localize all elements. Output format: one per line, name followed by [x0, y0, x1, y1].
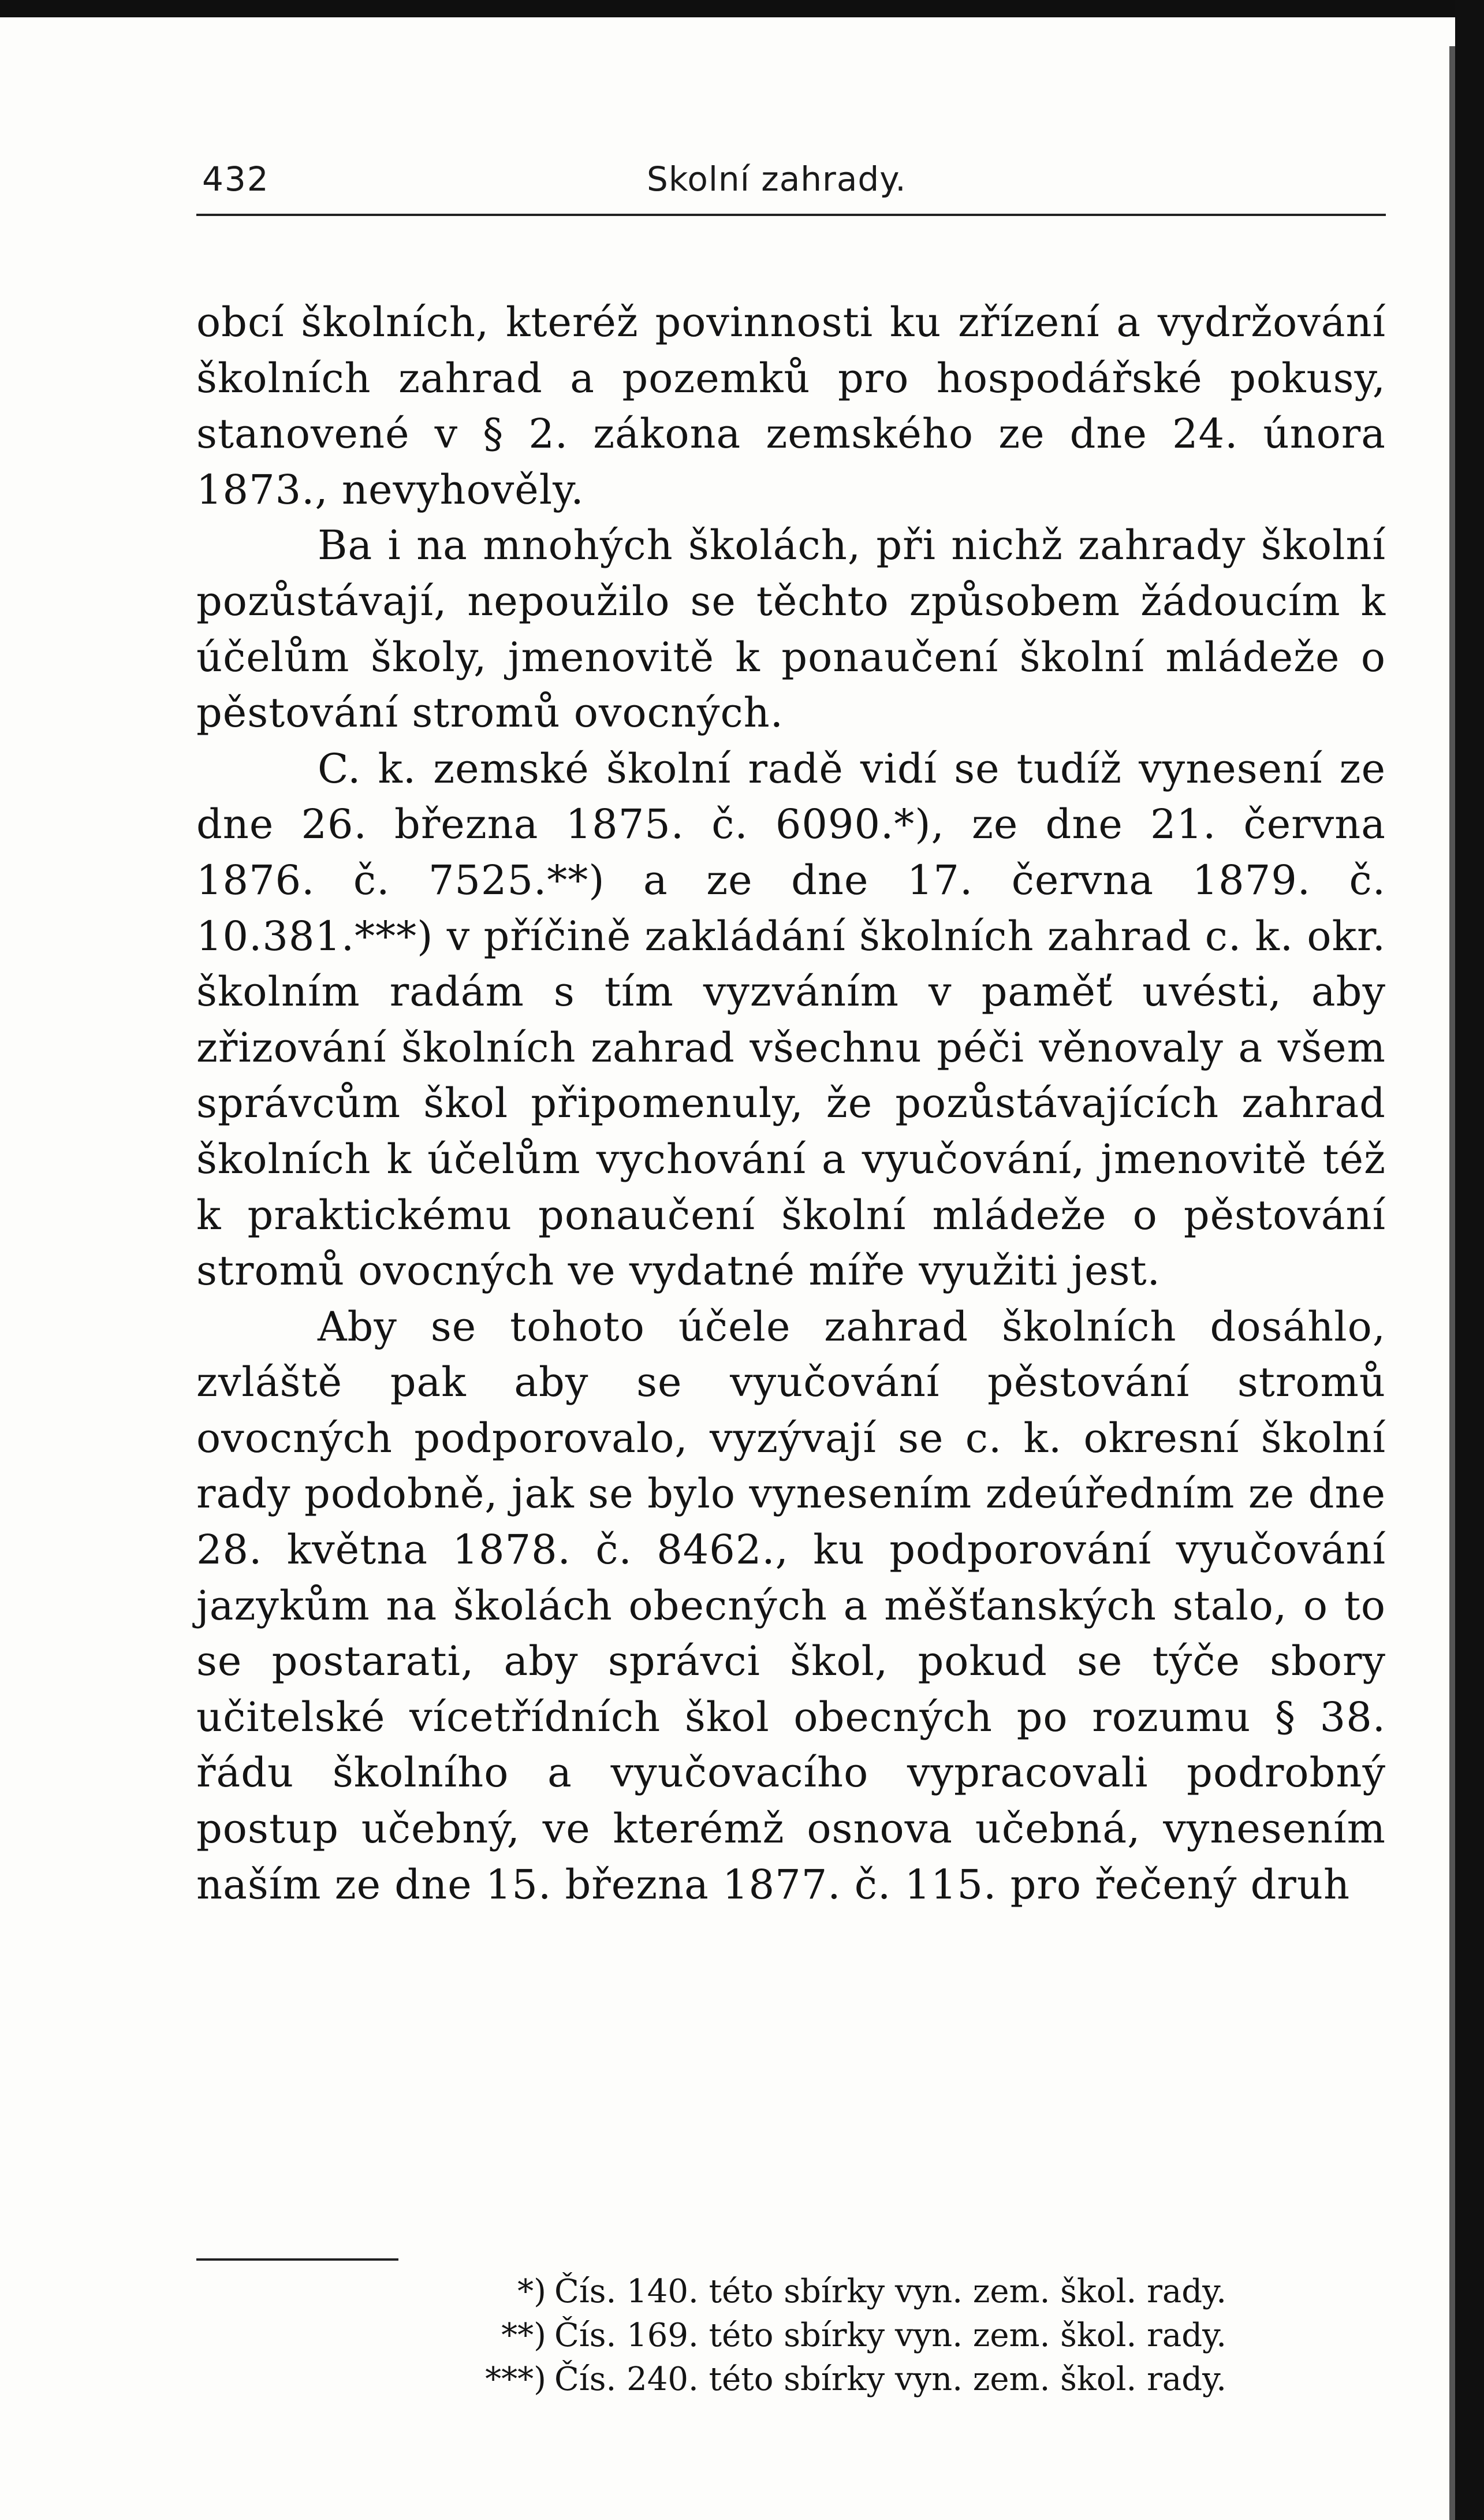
paragraph: Ba i na mnohých školách, při nichž zahrady školní pozůstávají, nepoužilo se těchto způsobem žádoucím k účelům školy, jmenovitě k ponaučení školní mládeže o pěstování stromů ovocných. [196, 522, 1386, 737]
page-content [196, 156, 1386, 2398]
running-title: Skolní zahrady. [647, 159, 907, 199]
footnote [196, 2358, 1386, 2402]
paragraph: Aby se tohoto účele zahrad školních dosáhlo, zvláště pak aby se vyučování pěstování stromů ovocných podporovalo, vyzývají se c. k. okresní školní rady podobně, jak se bylo vynesením zdeúředním ze dne 28. května 1878. č. 8462., ku podporování vyučování jazykům na školách obecných a měšťanských stalo, o to se postarati, aby správci škol, pokud se týče sbory učitelské vícetřídních škol obecných po rozumu § 38. řádu školního a vyučovacího vypracovali podrobný postup učebný, ve kterémž osnova učebná, vynesením naším ze dne 15. března 1877. č. 115. pro řečený druh [196, 1302, 1386, 1908]
footnote-mark: ***) [485, 2361, 546, 2398]
footnote-text: Čís. 240. této sbírky vyn. zem. škol. rady. [554, 2361, 1227, 2398]
footnote-text: Čís. 169. této sbírky vyn. zem. škol. rady. [554, 2317, 1227, 2354]
header-rule [196, 214, 1386, 216]
footnote-mark: *) [517, 2273, 546, 2310]
running-head [196, 156, 1386, 202]
footnote-rule [196, 2258, 398, 2261]
page-number: 432 [202, 159, 270, 199]
paragraph-continued: obcí školních, kteréž povinnosti ku zřízení a vydržování školních zahrad a pozemků pro hospodářské pokusy, stanovené v § 2. zákona zemského ze dne 24. února 1873., nevyhověly. [196, 299, 1386, 513]
footnote [196, 2270, 1386, 2314]
body-text [196, 295, 1386, 1912]
footnote-text: Čís. 140. této sbírky vyn. zem. škol. rady. [554, 2273, 1227, 2310]
footnote-mark: **) [501, 2317, 546, 2354]
scan-edge-shadow [1449, 46, 1455, 2520]
paragraph: C. k. zemské školní radě vidí se tudíž vynesení ze dne 26. března 1875. č. 6090.*), ze dne 21. června 1876. č. 7525.**) a ze dne 17. června 1879. č. 10.381.***) v příčině zakládání školních zahrad c. k. okr. školním radám s tím vyzváním v paměť uvésti, aby zřizování školních zahrad všechnu péči věnovaly a všem správcům škol připomenuly, že pozůstávajících zahrad školních k účelům vychování a vyučování, jmenovitě též k praktickému ponaučení školní mládeže o pěstování stromů ovocných ve vydatné míře využiti jest. [196, 745, 1386, 1295]
scan-edge-top [0, 0, 1484, 17]
scan-edge-right [1455, 0, 1484, 2520]
footnote [196, 2314, 1386, 2358]
footnotes [196, 2270, 1386, 2402]
